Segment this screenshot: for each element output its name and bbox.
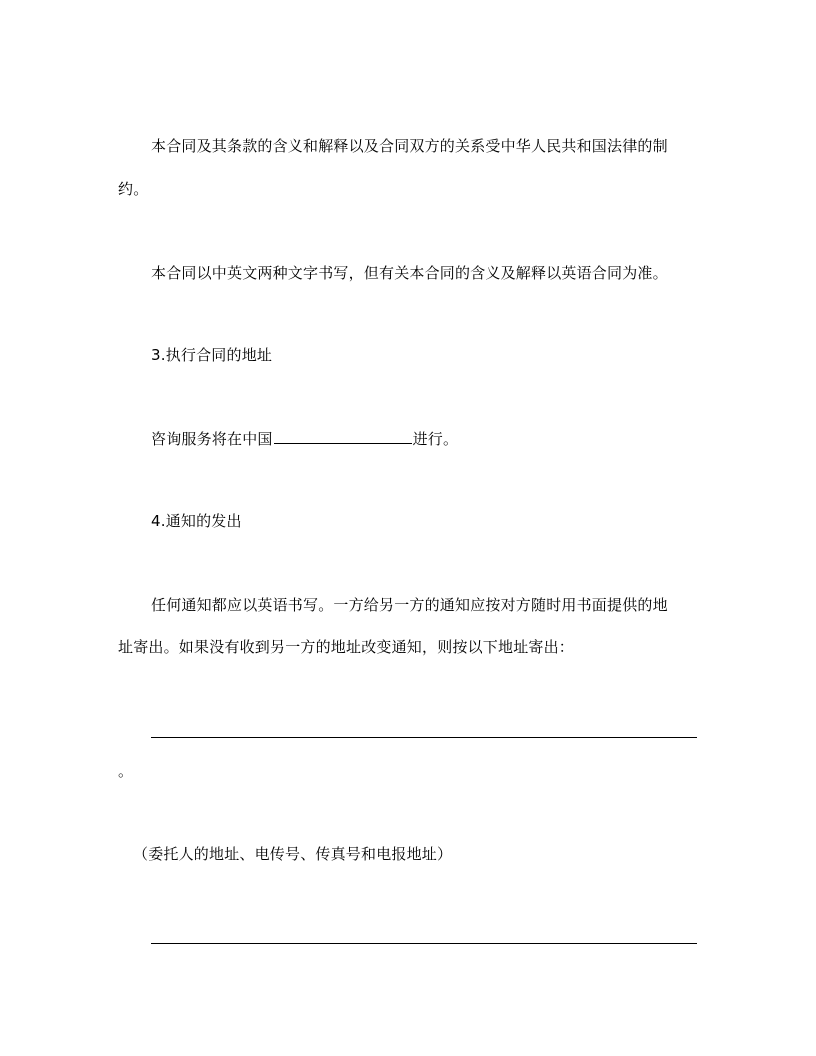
address-blank-line-1 [151, 737, 697, 738]
consulting-location-text-after: 进行。 [412, 430, 459, 448]
address-note: （委托人的地址、电传号、传真号和电报地址） [133, 845, 453, 863]
paragraph-notice-line-2: 址寄出。如果没有收到另一方的地址改变通知，则按以下地址寄出： [118, 638, 575, 656]
consulting-location-text-before: 咨询服务将在中国 [151, 430, 273, 448]
paragraph-law-line-1: 本合同及其条款的含义和解释以及合同双方的关系受中华人民共和国法律的制 [151, 137, 668, 155]
address-period: 。 [118, 762, 134, 780]
paragraph-language: 本合同以中英文两种文字书写，但有关本合同的含义及解释以英语合同为准。 [151, 264, 668, 282]
address-blank-line-2 [151, 943, 697, 944]
section-3-heading: 3.执行合同的地址 [151, 346, 273, 364]
section-4-heading: 4.通知的发出 [151, 512, 242, 530]
consulting-location-blank [274, 429, 412, 444]
paragraph-notice-line-1: 任何通知都应以英语书写。一方给另一方的通知应按对方随时用书面提供的地 [151, 596, 668, 614]
paragraph-law-line-2: 约。 [118, 180, 149, 198]
paragraph-consulting-location [151, 429, 458, 448]
